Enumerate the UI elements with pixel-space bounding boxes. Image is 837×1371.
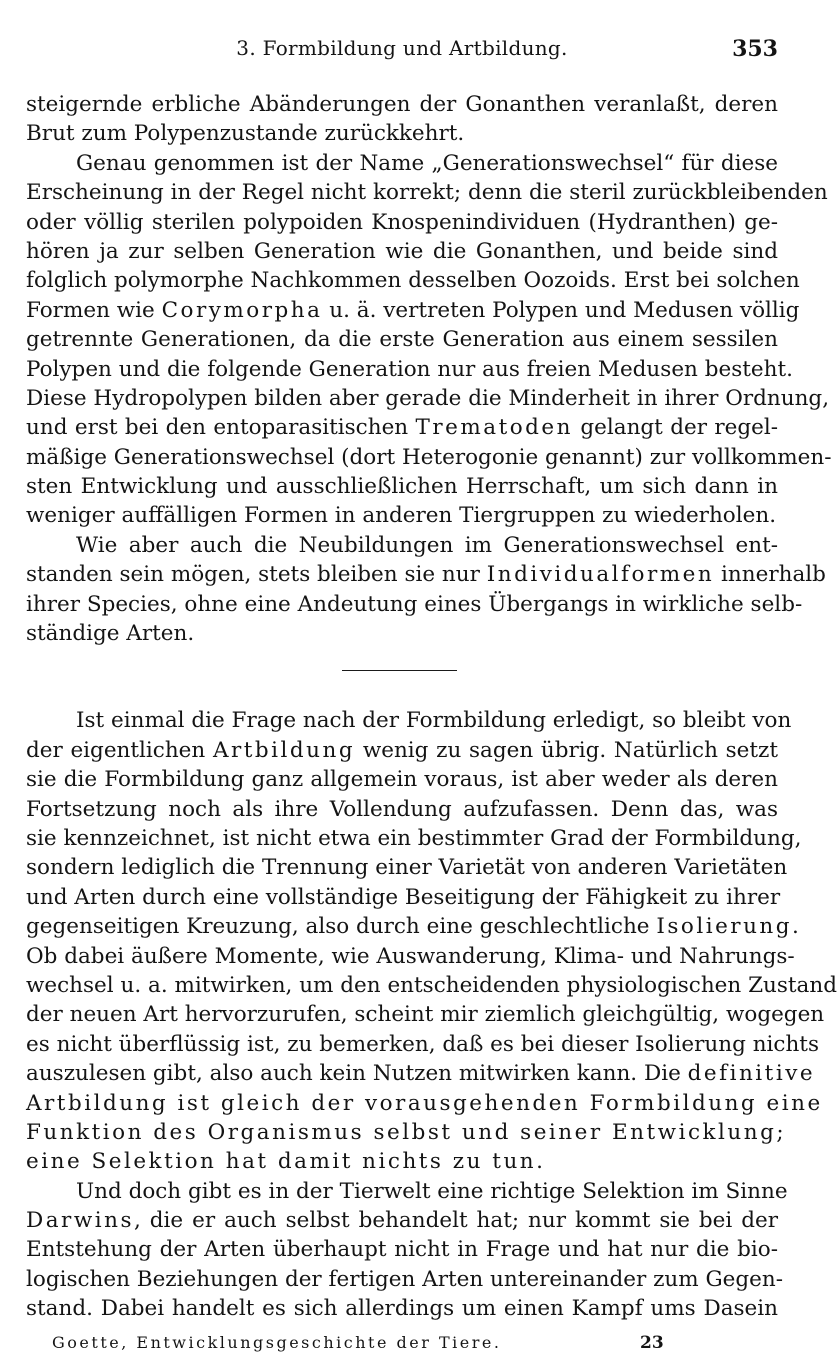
line-text: u. ä. vertreten Polypen und Medusen völlig [322,297,800,323]
text-line [26,1118,787,1147]
text-line [26,1206,778,1235]
text-line: wechsel u. a. mitwirken, um den entscheidenden physiologischen Zustand [26,972,837,998]
text-line: folglich polymorphe Nachkommen desselben Oozoids. Erst bei solchen [26,268,800,294]
running-title: 3. Formbildung und Artbildung. [236,36,568,60]
line-text: der eigentlichen [26,737,213,763]
text-line: Genau genommen ist der Name „Generationswechsel“ für diese [76,150,778,176]
text-line [26,413,778,442]
text-line: Diese Hydropolypen bilden aber gerade die Minderheit in ihrer Ordnung, [26,385,830,411]
spaced-term: Funktion des Organismus selbst und seiner Entwicklung; [26,1119,787,1145]
text-line: Und doch gibt es in der Tierwelt eine richtige Selektion im Sinne [76,1178,788,1204]
spaced-term: Individualformen [486,562,715,588]
text-line: Polypen und die folgende Generation nur aus freien Medusen besteht. [26,356,793,382]
running-head [26,36,778,70]
spaced-term: Darwins [26,1208,134,1234]
line-text: wenig zu sagen übrig. Natürlich setzt [355,737,778,763]
text-line: ihrer Species, ohne eine Andeutung eines Übergangs in wirkliche selb- [26,591,803,617]
text-line: Brut zum Polypenzustande zurückkehrt. [26,121,465,147]
text-line [26,296,800,325]
text-line: Ist einmal die Frage nach der Formbildung erledigt, so bleibt von [76,708,792,734]
line-text: gegenseitigen Kreuzung, also durch eine geschlechtliche [26,914,657,940]
footer-signature [52,1333,501,1352]
text-line: sondern lediglich die Trennung einer Varietät von anderen Varietäten [26,855,788,881]
text-line: es nicht überflüssig ist, zu bemerken, daß es bei dieser Isolierung nichts [26,1031,819,1057]
spaced-term: Artbildung [212,737,356,763]
divider-rule [342,670,457,671]
text-line: der neuen Art hervorzurufen, scheint mir ziemlich gleichgültig, wogegen [26,1002,825,1028]
text-line: logischen Beziehungen der fertigen Arten untereinander zum Gegen- [26,1266,783,1292]
text-line: hören ja zur selben Generation wie die Gonanthen, und beide sind [26,238,778,264]
line-text: standen sein mögen, stets bleiben sie nur [26,562,487,588]
page-body [26,90,837,1324]
text-line: Fortsetzung noch als ihre Vollendung aufzufassen. Denn das, was [26,796,778,822]
text-line [26,1147,778,1176]
line-text: , die er auch selbst behandelt hat; nur kommt sie bei der [134,1208,778,1234]
section-divider [26,648,778,706]
text-line: weniger auffälligen Formen in anderen Tiergruppen zu wiederholen. [26,503,777,529]
text-line: getrennte Generationen, da die erste Generation aus einem sessilen [26,327,778,353]
line-text: gelangt der regel- [573,415,778,441]
text-line: ständige Arten. [26,621,195,647]
page-footer [52,1333,778,1359]
text-line: Erscheinung in der Regel nicht korrekt; denn die steril zurückbleibenden [26,180,828,206]
spaced-term: Trematoden [415,415,573,441]
text-line [26,1089,823,1118]
text-line: Entstehung der Arten überhaupt nicht in Frage und hat nur die bio- [26,1237,778,1263]
page-number: 353 [732,36,778,62]
text-line: mäßige Generationswechsel (dort Heterogonie genannt) zur vollkommen- [26,444,832,470]
spaced-term: Isolierung [656,914,793,940]
text-line: sie kennzeichnet, ist nicht etwa ein bestimmter Grad der Formbildung, [26,825,802,851]
line-text: . [536,1149,543,1175]
text-line: oder völlig sterilen polypoiden Knospenindividuen (Hydranthen) ge- [26,209,778,235]
line-text: Formen wie [26,297,162,323]
text-line: sten Entwicklung und ausschließlichen Herrschaft, um sich dann in [26,474,778,500]
spaced-term: definitive [687,1061,816,1087]
text-line: stand. Dabei handelt es sich allerdings um einen Kampf ums Dasein [26,1296,778,1322]
text-line [26,1059,816,1088]
spaced-term: eine Selektion hat damit nichts zu tun [26,1149,537,1175]
footer-author: Goette, Entwicklungsgeschichte der Tiere. [52,1333,502,1352]
signature-mark: 23 [640,1333,664,1353]
line-text: und erst bei den entoparasitischen [26,415,416,441]
text-line: steigernde erbliche Abänderungen der Gonanthen veranlaßt, deren [26,92,778,117]
text-line: Ob dabei äußere Momente, wie Auswanderung, Klima- und Nahrungs- [26,943,795,969]
text-line: und Arten durch eine vollständige Beseitigung der Fähigkeit zu ihrer [26,884,781,910]
line-text: . [792,914,799,940]
text-line [26,560,826,589]
text-line: Wie aber auch die Neubildungen im Generationswechsel ent- [76,532,778,558]
text-line [26,912,799,941]
text-line: sie die Formbildung ganz allgemein voraus, ist aber weder als deren [26,767,778,793]
spaced-term: Corymorpha [161,297,323,323]
spaced-term: Artbildung ist gleich der vorausgehenden Formbildung eine [26,1090,823,1116]
line-text: auszulesen gibt, also auch kein Nutzen mitwirken kann. Die [26,1061,688,1087]
text-line [26,736,778,765]
line-text: innerhalb [714,562,826,588]
